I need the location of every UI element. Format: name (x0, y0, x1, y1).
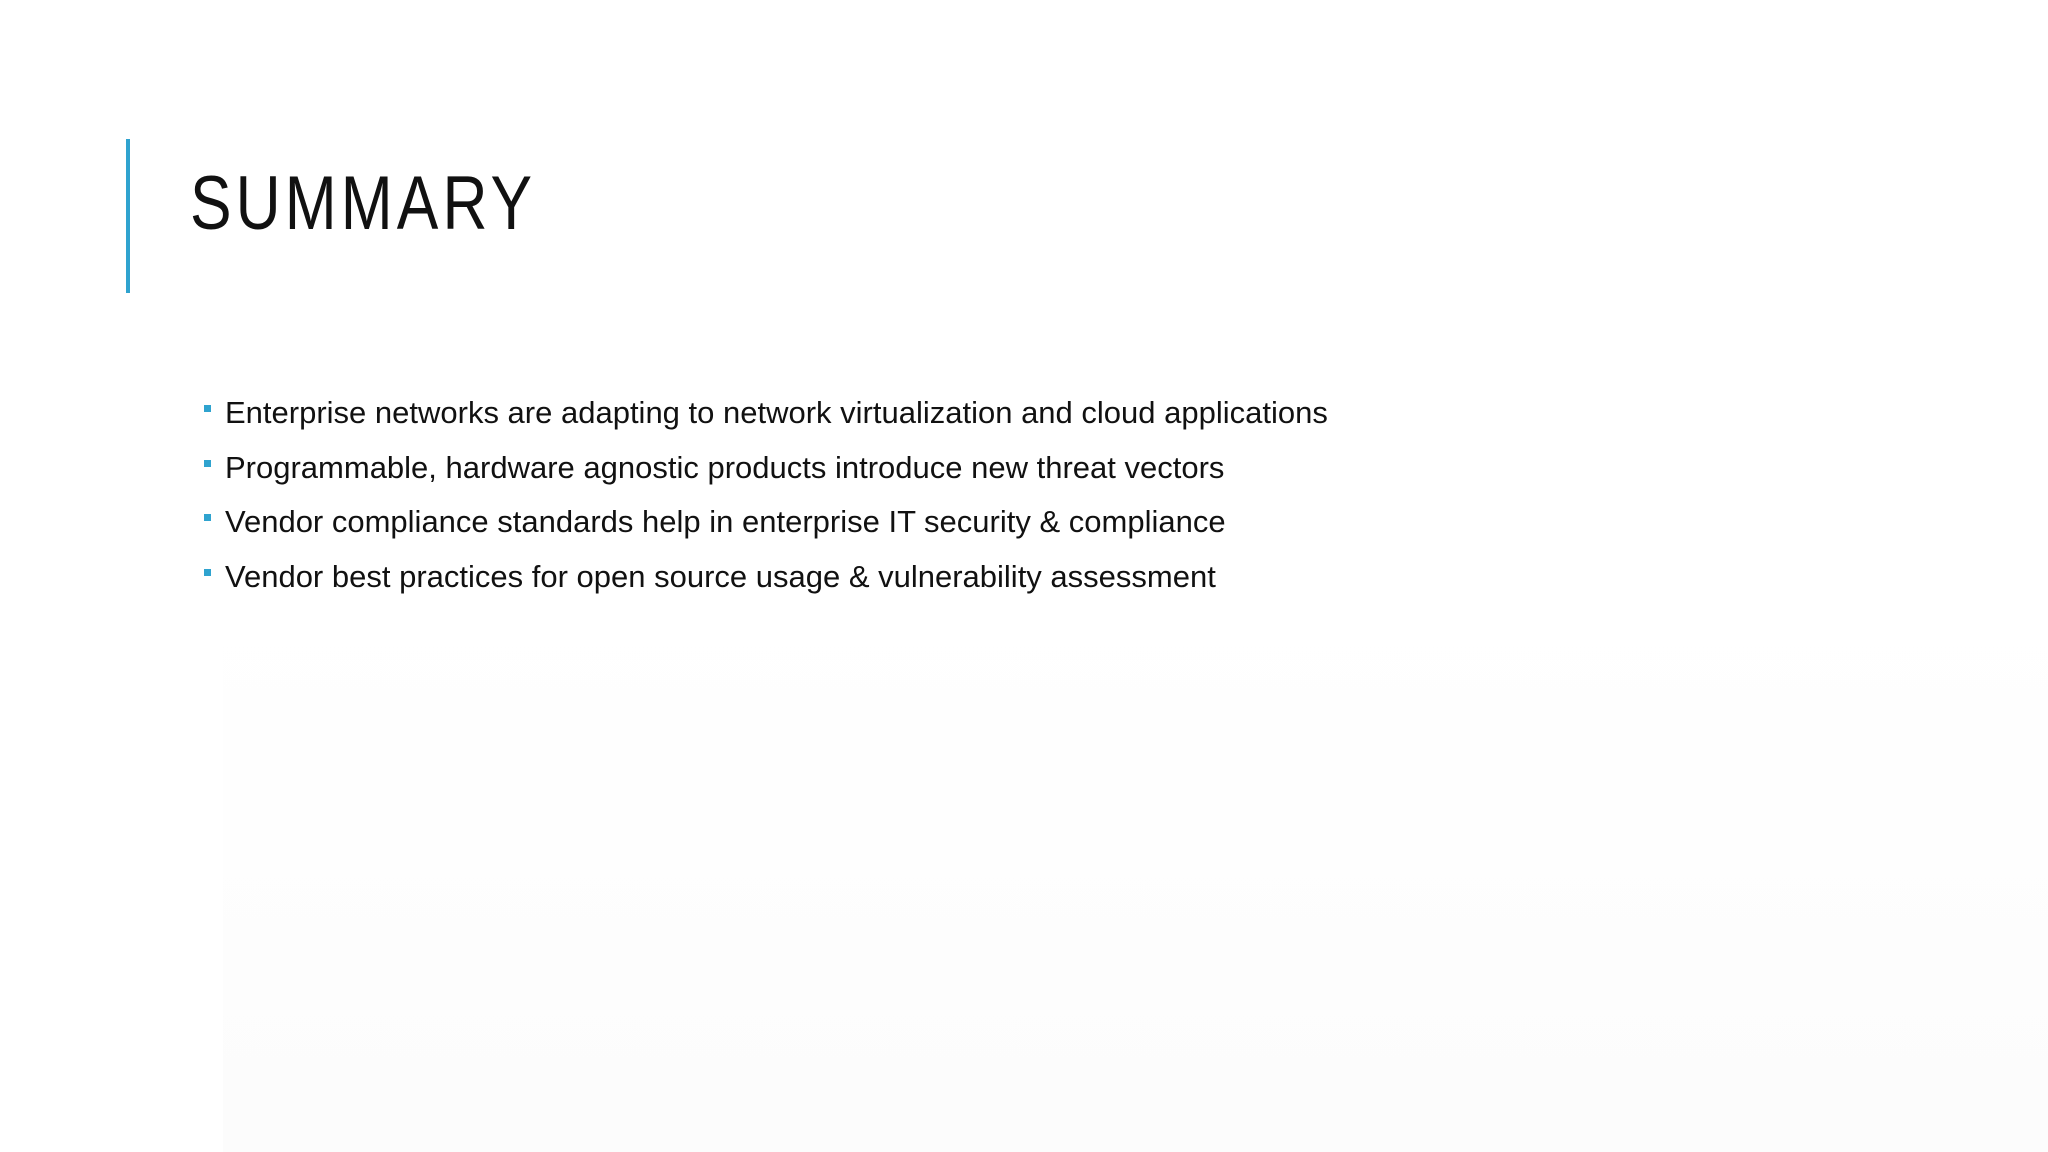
title-accent-bar (126, 139, 130, 293)
bullet-list (204, 389, 1328, 607)
bullet-text: Enterprise networks are adapting to network virtualization and cloud applications (225, 395, 1328, 430)
slide-title: SUMMARY (190, 161, 537, 246)
bullet-item (204, 444, 1328, 499)
bullet-item (204, 553, 1328, 608)
bullet-item (204, 389, 1328, 444)
square-bullet-icon (204, 460, 211, 467)
square-bullet-icon (204, 514, 211, 521)
square-bullet-icon (204, 569, 211, 576)
content-area-shade (223, 600, 2048, 1152)
bullet-item (204, 498, 1328, 553)
bullet-text: Programmable, hardware agnostic products introduce new threat vectors (225, 449, 1225, 485)
bullet-text: Vendor best practices for open source usage & vulnerability assessment (225, 558, 1216, 594)
bullet-text: Vendor compliance standards help in enterprise IT security & compliance (225, 504, 1226, 539)
square-bullet-icon (204, 405, 211, 412)
